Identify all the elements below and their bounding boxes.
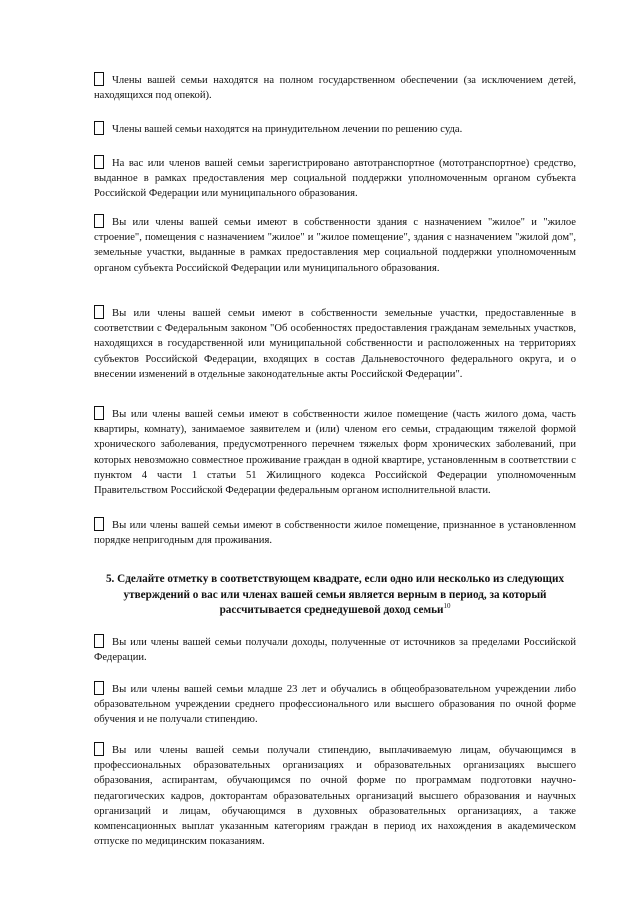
- statement-land-far-east: [94, 305, 576, 382]
- checkbox[interactable]: [94, 214, 104, 228]
- statement-state-support: [94, 72, 576, 103]
- section-5-heading-text: 5. Сделайте отметку в соответствующем квадрате, если одно или несколько из следующих утверждений о вас или членах вашей семьи является верным в период, за который рассчитывается среднедушевой доход семьи: [105, 573, 565, 617]
- checkbox[interactable]: [94, 155, 104, 169]
- statement-text: Члены вашей семьи находятся на принудительном лечении по решению суда.: [112, 124, 463, 135]
- section-5-heading: [92, 572, 578, 619]
- checkbox[interactable]: [94, 517, 104, 531]
- checkbox[interactable]: [94, 742, 104, 756]
- checkbox[interactable]: [94, 681, 104, 695]
- statement-text: Вы или члены вашей семьи имеют в собственности земельные участки, предоставленные в соответствии с Федеральным законом "Об особенностях предоставления гражданам земельных участков, находящихся в государственной или муниципальной собственности и расположенных на территориях субъектов Российской Федерации, входящих в состав Дальневосточного федерального округа, и о внесении изменений в отдельные законодательные акты Российской Федерации".: [94, 308, 576, 380]
- statement-unfit-housing: [94, 517, 576, 548]
- checkbox[interactable]: [94, 121, 104, 135]
- checkbox[interactable]: [94, 406, 104, 420]
- statement-text: Вы или члены вашей семьи получали доходы, полученные от источников за пределами Российской Федерации.: [94, 637, 576, 664]
- footnote-mark: 10: [443, 602, 451, 611]
- statement-text: На вас или членов вашей семьи зарегистрировано автотранспортное (мототранспортное) средство, выданное в рамках предоставления мер социальной поддержки уполномоченным органом субъекта Российской Федерации или муниципального образования.: [94, 158, 576, 200]
- statement-text: Члены вашей семьи находятся на полном государственном обеспечении (за исключением детей, находящихся под опекой).: [94, 75, 576, 102]
- checkbox[interactable]: [94, 634, 104, 648]
- statement-student-no-stipend: [94, 681, 576, 728]
- statement-text: Вы или члены вашей семьи младше 23 лет и обучались в общеобразовательном учреждении либо образовательном учреждении среднего профессионального или высшего образования по очной форме обучения и не получали стипендию.: [94, 684, 576, 726]
- statement-text: Вы или члены вашей семьи имеют в собственности здания с назначением "жилое" и "жилое строение", помещения с назначением "жилое" и "жилое помещение", здания с назначением "жилой дом", земельные участки, выданные в рамках предоставления мер социальной поддержки уполномоченным органом субъекта Российской Федерации или муниципального образования.: [94, 217, 576, 274]
- statement-stipend: [94, 742, 576, 849]
- statement-buildings: [94, 214, 576, 276]
- statement-vehicle: [94, 155, 576, 202]
- statement-foreign-income: [94, 634, 576, 665]
- statement-text: Вы или члены вашей семьи имеют в собственности жилое помещение (часть жилого дома, часть квартиры, комнату), занимаемое заявителем и (или) членом его семьи, страдающим тяжелой формой хронического заболевания, предусмотренного перечнем тяжелых форм хронических заболеваний, при которых невозможно совместное проживание граждан в одной квартире, установленным в соответствии с пунктом 4 части 1 статьи 51 Жилищного кодекса Российской Федерации уполномоченным Правительством Российской Федерации федеральным органом исполнительной власти.: [94, 409, 576, 497]
- statement-forced-treatment: [94, 121, 576, 137]
- statement-text: Вы или члены вашей семьи получали стипендию, выплачиваемую лицам, обучающимся в профессиональных образовательных организациях и образовательных организациях высшего образования, аспирантам, обучающимся по очной форме по программам подготовки научно-педагогических кадров, докторантам образовательных организаций высшего образования и научных организаций и лицам, обучающимся в духовных образовательных организациях, а также компенсационных выплат указанным категориям граждан в период их нахождения в академическом отпуске по медицинским показаниям.: [94, 745, 576, 848]
- statement-chronic-disease: [94, 406, 576, 498]
- statement-text: Вы или члены вашей семьи имеют в собственности жилое помещение, признанное в установленном порядке непригодным для проживания.: [94, 520, 576, 547]
- checkbox[interactable]: [94, 305, 104, 319]
- checkbox[interactable]: [94, 72, 104, 86]
